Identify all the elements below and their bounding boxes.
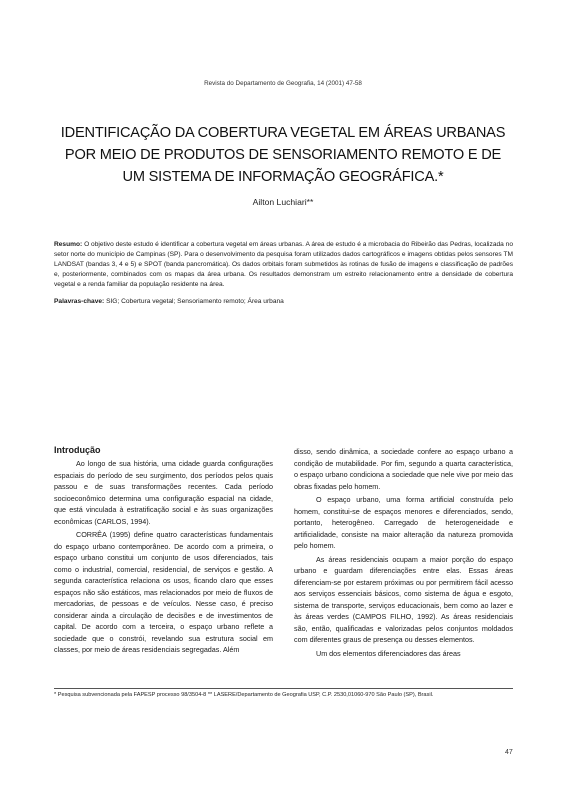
- abstract-label: Resumo:: [54, 241, 83, 248]
- right-column: [294, 446, 513, 661]
- paragraph: As áreas residenciais ocupam a maior porção do espaço urbano e guardam diferenciações entre elas. Essas áreas diferenciam-se por estarem próximas ou por permitirem fácil acesso aos serviços essenciais básicos, como sistema de água e esgoto, sistema de transporte, serviços educacionais, bem como ao lazer e às áreas verdes (CAMPOS FILHO, 1992). As áreas residenciais são, então, qualificadas e valorizadas pelos conjuntos moldados com diferentes graus de presença ou desses elementos.: [294, 554, 513, 644]
- footnote-divider: [54, 688, 513, 689]
- page-number: 47: [505, 749, 513, 756]
- paragraph: Um dos elementos diferenciadores das áreas: [316, 648, 461, 658]
- section-heading-introducao: Introdução: [54, 445, 101, 455]
- paragraph: disso, sendo dinâmica, a sociedade confere ao espaço urbano a condição de mutabilidade. Por fim, segundo a quarta característica, o espaço urbano condiciona a sociedade que nele vive por meio das obras fixadas pelo homem.: [294, 447, 513, 491]
- abstract-text: O objetivo deste estudo é identificar a cobertura vegetal em áreas urbanas. A área de estudo é a microbacia do Ribeirão das Pedras, localizada no setor norte do município de Campinas (SP). Para o desenvolvimento da pesquisa foram utilizados dados cartográficos e imagens obtidas pelos sensores TM LANDSAT (bandas 3, 4 e 5) e SPOT (banda pancromática). Os dados orbitais foram submetidos às rotinas de fusão de imagens e classificação de padrões e, posteriormente, combinados com os mapas da área urbana. Os resultados demonstram um estreito relacionamento entre a densidade de cobertura vegetal e a renda familiar da população residente na área.: [54, 241, 513, 288]
- keywords: [54, 297, 513, 307]
- paragraph: CORRÊA (1995) define quatro características fundamentais do espaço urbano contemporâneo. De acordo com a primeira, o espaço urbano constitui um conjunto de usos diferenciados, tais como o industrial, comercial, residencial, de serviços e gestão. A segunda característica relaciona os usos, ficando claro que esses espaços não são estáticos, mas relacionados por meio de fluxos de mercadorias, de pessoas e de veículos. Nesse caso, é preciso considerar ainda a circulação de decisões e de investimentos de capital. De acordo com a terceira, o espaço urbano reflete a sociedade que o constrói, revelando sua estrutura social em classes, por meio de áreas residenciais segregadas. Além: [54, 530, 273, 654]
- article-title: [40, 122, 526, 188]
- left-column: [54, 444, 273, 658]
- title-line-2: POR MEIO DE PRODUTOS DE SENSORIAMENTO REMOTO E DE: [64, 147, 502, 163]
- running-head: Revista do Departamento de Geografia, 14 (2001) 47-58: [204, 80, 362, 87]
- author-name: Ailton Luchiari**: [252, 197, 314, 207]
- title-line-3: UM SISTEMA DE INFORMAÇÃO GEOGRÁFICA.*: [122, 169, 444, 185]
- abstract: [54, 240, 513, 290]
- paragraph: Ao longo de sua história, uma cidade guarda configurações espaciais do período de seu surgimento, dos períodos pelos quais passou e de suas transformações recentes. Cada período socioeconômico determina uma configuração espacial na cidade, que está vinculada à estratificação social e às suas organizações econômicas (CARLOS, 1994).: [54, 459, 273, 526]
- title-line-1: IDENTIFICAÇÃO DA COBERTURA VEGETAL EM ÁREAS URBANAS: [60, 125, 506, 141]
- paragraph: O espaço urbano, uma forma artificial construída pelo homem, constitui-se de espaços menores e diferenciados, sendo, portanto, heterogêneo. Carregado de heterogeneidade e artificialidade, consiste na maior alteração da natureza promovida pelo homem.: [294, 495, 513, 550]
- keywords-text: SIG; Cobertura vegetal; Sensoriamento remoto; Área urbana: [106, 298, 284, 305]
- keywords-label: Palavras-chave:: [54, 298, 105, 305]
- footnote: * Pesquisa subvencionada pela FAPESP processo 98/3504-8 ** LASERE/Departamento de Geografia USP, C.P. 2530,01060-970 São Paulo (SP), Brasil.: [54, 692, 434, 698]
